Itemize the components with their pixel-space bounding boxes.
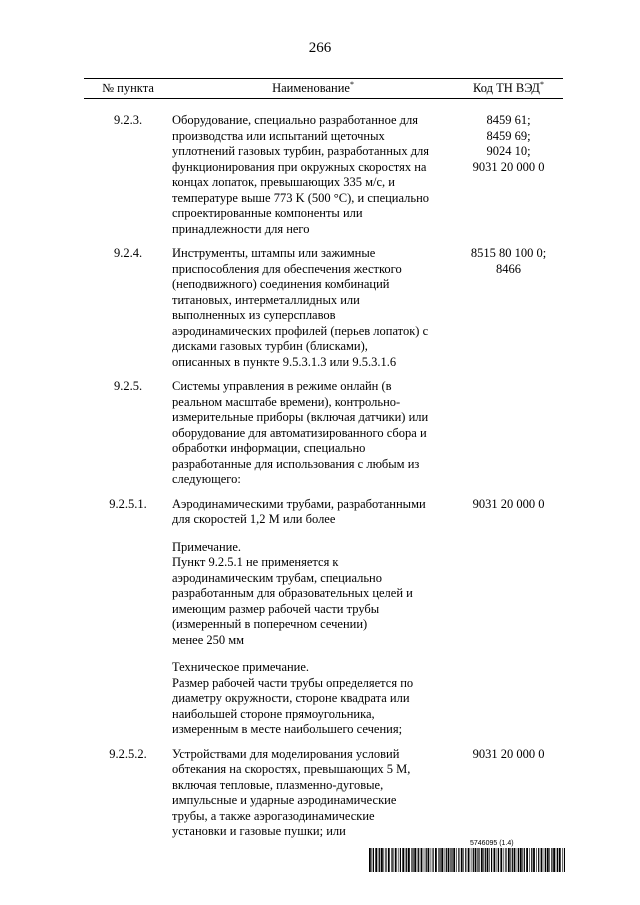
desc-line: описанных в пункте 9.5.3.1.3 или 9.5.3.1.6: [172, 354, 397, 369]
barcode-bar: [562, 848, 563, 872]
barcode-bar: [564, 848, 565, 872]
barcode-bar: [375, 848, 377, 872]
barcode-bar: [461, 848, 463, 872]
barcode-bar: [428, 848, 430, 872]
item-number: 9.2.5.1.: [109, 496, 147, 511]
note-line: диаметру окружности, стороне квадрата или: [172, 691, 410, 705]
desc-line: аэродинамических профилей (перьев лопаток) с: [172, 323, 429, 338]
barcode-bar: [417, 848, 418, 872]
desc-line: Оборудование, специально разработанное для: [172, 113, 419, 127]
barcode-bar: [497, 848, 498, 872]
barcode-bar: [388, 848, 390, 872]
code-line: 8466: [496, 261, 521, 276]
barcode-bar: [517, 848, 518, 872]
item-description: [172, 113, 454, 237]
note-line: имеющим размер рабочей части трубы: [172, 601, 380, 616]
table-header: [84, 78, 563, 99]
barcode-bar: [458, 848, 459, 872]
barcode-bar: [451, 848, 452, 872]
barcode-bar: [477, 848, 478, 872]
item-description: [172, 379, 454, 488]
note-title: Техническое примечание.: [172, 660, 310, 674]
barcode-bar: [541, 848, 543, 872]
barcode-bar: [402, 848, 404, 872]
header-name: [172, 81, 454, 96]
barcode-bar: [556, 848, 557, 872]
barcode-bar: [481, 848, 483, 872]
note-line: наибольшей стороне прямоугольника,: [172, 706, 375, 721]
barcode-bar: [504, 848, 505, 872]
barcode-bar: [369, 848, 371, 872]
barcode-bar: [536, 848, 537, 872]
barcode-bar: [510, 848, 511, 872]
barcode-bar: [512, 848, 513, 872]
barcode-bar: [408, 848, 410, 872]
header-code: [454, 81, 563, 96]
barcode-bar: [406, 848, 407, 872]
desc-line: спроектированные компоненты или: [172, 206, 363, 220]
note-title: Примечание.: [172, 539, 242, 554]
barcode-bar: [514, 848, 516, 872]
barcode-bar: [478, 848, 479, 872]
desc-line: включая тепловые, плазменно-дуговые,: [172, 777, 384, 792]
desc-line: принадлежности для него: [172, 221, 310, 236]
desc-line: импульсные и ударные аэродинамические: [172, 793, 397, 807]
barcode-bar: [471, 848, 472, 872]
barcode-bar: [508, 848, 510, 872]
technical-note-block: [172, 660, 454, 738]
barcode-bar: [398, 848, 399, 872]
desc-line: обтекания на скоростях, превышающих 5 M,: [172, 762, 411, 776]
barcode-bar: [453, 848, 455, 872]
note-line: Размер рабочей части трубы определяется по: [172, 675, 414, 690]
desc-line: производства или испытаний щеточных: [172, 128, 385, 143]
barcode-bar: [395, 848, 397, 872]
note-line: (измеренный в поперечном сечении): [172, 617, 368, 631]
barcode-icon: [369, 848, 565, 872]
item-description: [172, 747, 454, 840]
barcode-bar: [414, 848, 416, 872]
item-codes: [454, 747, 563, 840]
table-row: [84, 747, 563, 840]
item-number: 9.2.3.: [113, 113, 143, 127]
table-row: [84, 246, 563, 370]
desc-line: функционирования при окружных скоростях на: [172, 159, 427, 174]
barcode-bar: [372, 848, 373, 872]
note-line: разработанным для образовательных целей и: [172, 586, 413, 600]
header-name-footnote-mark: *: [349, 79, 354, 89]
barcode-bar: [489, 848, 490, 872]
barcode-bar: [391, 848, 392, 872]
desc-line: температуре выше 773 K (500 °C), и специально: [172, 190, 430, 205]
note-line: Пункт 9.2.5.1 не применяется к: [172, 555, 339, 569]
barcode-bar: [392, 848, 393, 872]
table-row: [84, 379, 563, 488]
desc-line: уплотнений газовых турбин, разработанных для: [172, 144, 430, 158]
code-line: 9031 20 000 0: [472, 159, 545, 174]
barcode-bar: [526, 848, 528, 872]
desc-line: реальном масштабе времени), контрольно-: [172, 394, 401, 409]
desc-line: трубы, а также аэрогазодинамические: [172, 808, 375, 823]
barcode-bar: [373, 848, 374, 872]
barcode-bar: [400, 848, 401, 872]
desc-line: (неподвижного) соединения комбинаций: [172, 277, 390, 291]
barcode-bar: [487, 848, 489, 872]
barcode-bar: [520, 848, 522, 872]
desc-line: измерительные приборы (включая датчики) или: [172, 410, 429, 424]
barcode-bar: [439, 848, 440, 872]
code-line: 9031 20 000 0: [472, 496, 545, 511]
barcode-bar: [438, 848, 439, 872]
barcode-bar: [435, 848, 437, 872]
barcode-bar: [553, 848, 555, 872]
item-codes: [454, 497, 563, 738]
table-row: [84, 113, 563, 237]
desc-line: оборудование для автоматизированного сбора и: [172, 425, 427, 440]
barcode-bar: [538, 848, 539, 872]
barcode-bar: [456, 848, 457, 872]
item-number: 9.2.5.2.: [109, 746, 147, 761]
desc-line: приспособления для обеспечения жесткого: [172, 261, 402, 276]
barcode-bar: [463, 848, 464, 872]
item-codes: [454, 379, 563, 488]
desc-line: Аэродинамическими трубами, разработанными: [172, 496, 426, 511]
barcode-bar: [524, 848, 525, 872]
desc-line: Устройствами для моделирования условий: [172, 746, 400, 761]
barcode-bar: [433, 848, 434, 872]
barcode-bar: [559, 848, 561, 872]
barcode-bar: [551, 848, 552, 872]
barcode-bar: [426, 848, 427, 872]
header-number: [84, 81, 172, 96]
code-line: 8459 69;: [486, 128, 531, 143]
desc-line: Инструменты, штампы или зажимные: [172, 246, 376, 260]
code-line: 8515 80 100 0;: [470, 246, 547, 260]
barcode-bar: [384, 848, 385, 872]
barcode-bar: [421, 848, 423, 872]
barcode-bar: [379, 848, 380, 872]
header-number-label: № пункта: [102, 81, 154, 95]
desc-line: разработанные для использования с любым из: [172, 456, 420, 471]
barcode-bar: [431, 848, 432, 872]
barcode-bar: [498, 848, 499, 872]
code-line: 9031 20 000 0: [472, 746, 545, 761]
desc-line: выполненных из суперсплавов: [172, 308, 336, 322]
barcode-bar: [544, 848, 545, 872]
barcode-bar: [491, 848, 492, 872]
barcode-bar: [450, 848, 451, 872]
note-line: аэродинамическим трубам, специально: [172, 570, 382, 585]
note-block: [172, 540, 454, 649]
desc-line: титановых, интерметаллидных или: [172, 292, 360, 307]
barcode-bar: [533, 848, 535, 872]
desc-line: дисками газовых турбин (блисками),: [172, 339, 368, 353]
barcode-bar: [549, 848, 550, 872]
desc-line: обработки информации, специально: [172, 441, 366, 455]
desc-line: для скоростей 1,2 M или более: [172, 512, 336, 526]
barcode-bar: [494, 848, 496, 872]
header-code-footnote-mark: *: [539, 79, 544, 89]
barcode-bar: [424, 848, 425, 872]
desc-line: следующего:: [172, 472, 241, 486]
page-number: 266: [308, 40, 332, 56]
item-codes: [454, 246, 563, 370]
desc-line: Системы управления в режиме онлайн (в: [172, 379, 392, 393]
barcode-bar: [468, 848, 470, 872]
classification-table: [84, 78, 563, 849]
code-line: 8459 61;: [486, 113, 531, 127]
desc-line: установки и газовые пушки; или: [172, 824, 346, 838]
barcode-bar: [405, 848, 406, 872]
item-description: [172, 246, 454, 370]
table-row: [84, 497, 563, 738]
barcode-bar: [441, 848, 443, 872]
note-line: менее 250 мм: [172, 632, 245, 647]
barcode-bar: [518, 848, 519, 872]
barcode-bar: [545, 848, 546, 872]
barcode-bar: [381, 848, 383, 872]
barcode-bar: [485, 848, 486, 872]
barcode-bar: [446, 848, 447, 872]
barcode-bar: [473, 848, 474, 872]
item-number: 9.2.4.: [113, 246, 143, 260]
barcode-bar: [448, 848, 450, 872]
desc-line: концах лопаток, превышающих 335 м/с, и: [172, 175, 395, 189]
barcode-bar: [547, 848, 549, 872]
header-name-label: Наименование: [272, 81, 350, 95]
barcode-bar: [557, 848, 558, 872]
barcode-bar: [385, 848, 386, 872]
item-description: [172, 497, 454, 738]
item-codes: [454, 113, 563, 237]
barcode-bar: [531, 848, 532, 872]
code-line: 9024 10;: [486, 144, 531, 158]
barcode-bar: [475, 848, 477, 872]
barcode-bar: [522, 848, 523, 872]
barcode-bar: [483, 848, 484, 872]
barcode-bar: [378, 848, 379, 872]
item-number: 9.2.5.: [113, 379, 143, 393]
barcode-bar: [411, 848, 412, 872]
barcode-bar: [444, 848, 445, 872]
barcode-bar: [505, 848, 506, 872]
barcode-bar: [418, 848, 419, 872]
document-code: 5746095 (1.4): [470, 840, 514, 847]
barcode-bar: [465, 848, 466, 872]
barcode-bar: [529, 848, 530, 872]
note-line: измеренным в месте наибольшего сечения;: [172, 722, 403, 736]
header-code-label: Код ТН ВЭД: [473, 81, 540, 95]
barcode-bar: [412, 848, 413, 872]
barcode-bar: [500, 848, 502, 872]
